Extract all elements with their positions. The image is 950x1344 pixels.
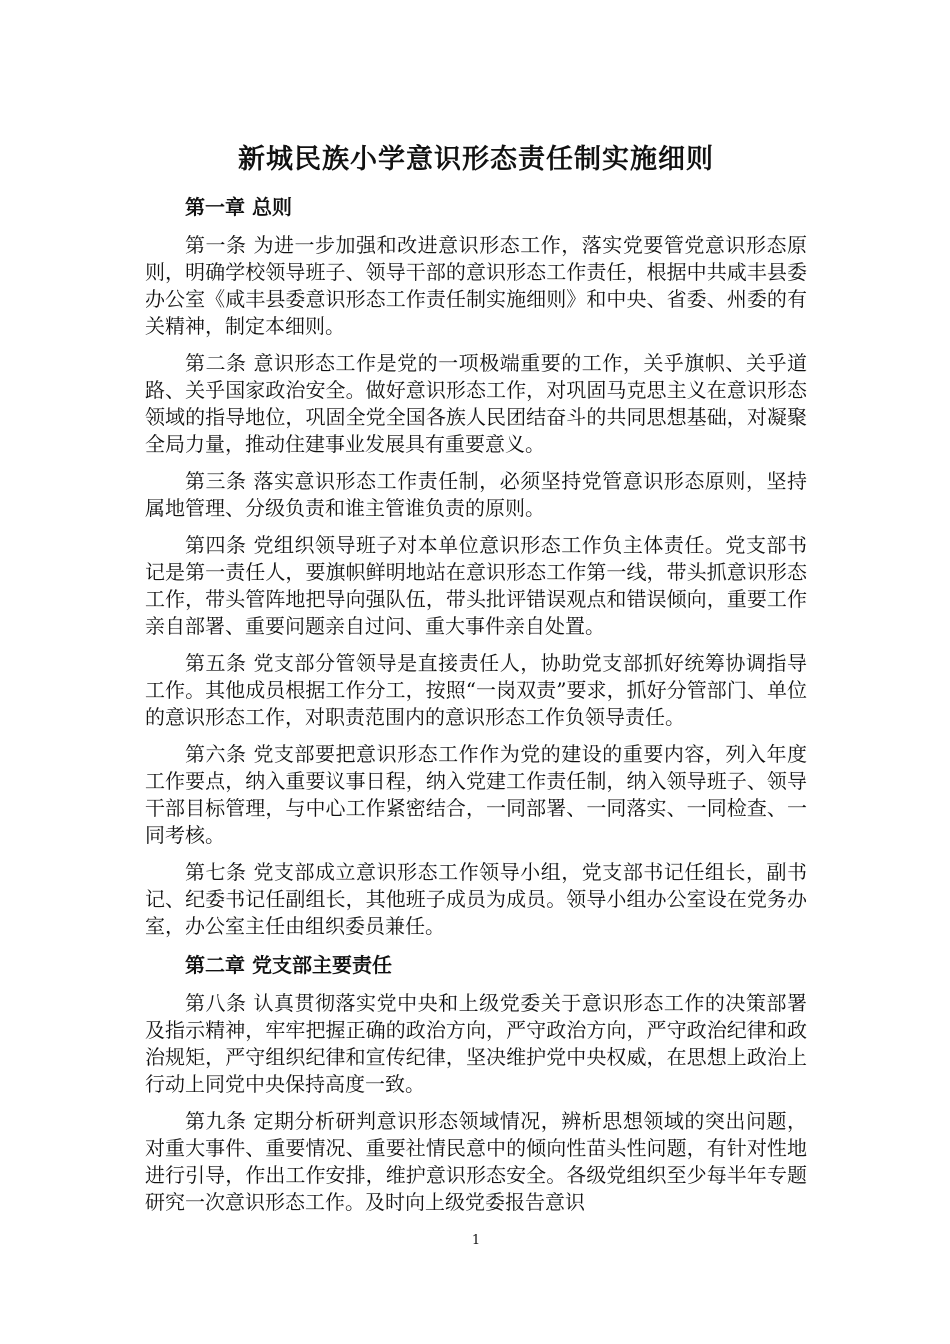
document-title: 新城民族小学意识形态责任制实施细则 <box>238 144 714 175</box>
document-page <box>145 0 807 1344</box>
chapter-heading-1: 第一章 总则 <box>185 195 292 219</box>
article-8: 第八条 认真贯彻落实党中央和上级党委关于意识形态工作的决策部署及指示精神，牢牢把握正确的政治方向，严守政治方向，严守政治纪律和政治规矩，严守组织纪律和宣传纪律，坚决维护党中央权威，在思想上政治上行动上同党中央保持高度一致。 <box>145 991 807 1096</box>
article-4: 第四条 党组织领导班子对本单位意识形态工作负主体责任。党支部书记是第一责任人，要旗帜鲜明地站在意识形态工作第一线，带头抓意识形态工作，带头管阵地把导向强队伍，带头批评错误观点和错误倾向，重要工作亲自部署、重要问题亲自过问、重大事件亲自处置。 <box>145 533 807 638</box>
article-5: 第五条 党支部分管领导是直接责任人，协助党支部抓好统筹协调指导工作。其他成员根据工作分工，按照“一岗双责”要求，抓好分管部门、单位的意识形态工作，对职责范围内的意识形态工作负领导责任。 <box>145 651 807 729</box>
article-7: 第七条 党支部成立意识形态工作领导小组，党支部书记任组长，副书记、纪委书记任副组长，其他班子成员为成员。领导小组办公室设在党务办室，办公室主任由组织委员兼任。 <box>145 860 807 938</box>
article-1: 第一条 为进一步加强和改进意识形态工作，落实党要管党意识形态原则，明确学校领导班子、领导干部的意识形态工作责任，根据中共咸丰县委办公室《咸丰县委意识形态工作责任制实施细则》和中央、省委、州委的有关精神，制定本细则。 <box>145 233 807 338</box>
article-2: 第二条 意识形态工作是党的一项极端重要的工作，关乎旗帜、关乎道路、关乎国家政治安全。做好意识形态工作，对巩固马克思主义在意识形态领域的指导地位，巩固全党全国各族人民团结奋斗的共同思想基础，对凝聚全局力量，推动住建事业发展具有重要意义。 <box>145 351 807 456</box>
chapter-heading-2: 第二章 党支部主要责任 <box>185 953 392 977</box>
page-number: 1 <box>471 1233 481 1248</box>
article-6: 第六条 党支部要把意识形态工作作为党的建设的重要内容，列入年度工作要点，纳入重要议事日程，纳入党建工作责任制，纳入领导班子、领导干部目标管理，与中心工作紧密结合，一同部署、一同落实、一同检查、一同考核。 <box>145 742 807 847</box>
article-3: 第三条 落实意识形态工作责任制，必须坚持党管意识形态原则，坚持属地管理、分级负责和谁主管谁负责的原则。 <box>145 469 807 520</box>
document-body <box>145 192 807 1226</box>
article-9: 第九条 定期分析研判意识形态领域情况，辨析思想领域的突出问题，对重大事件、重要情况、重要社情民意中的倾向性苗头性问题，有针对性地进行引导，作出工作安排，维护意识形态安全。各级党组织至少每半年专题研究一次意识形态工作。及时向上级党委报告意识 <box>145 1109 807 1214</box>
